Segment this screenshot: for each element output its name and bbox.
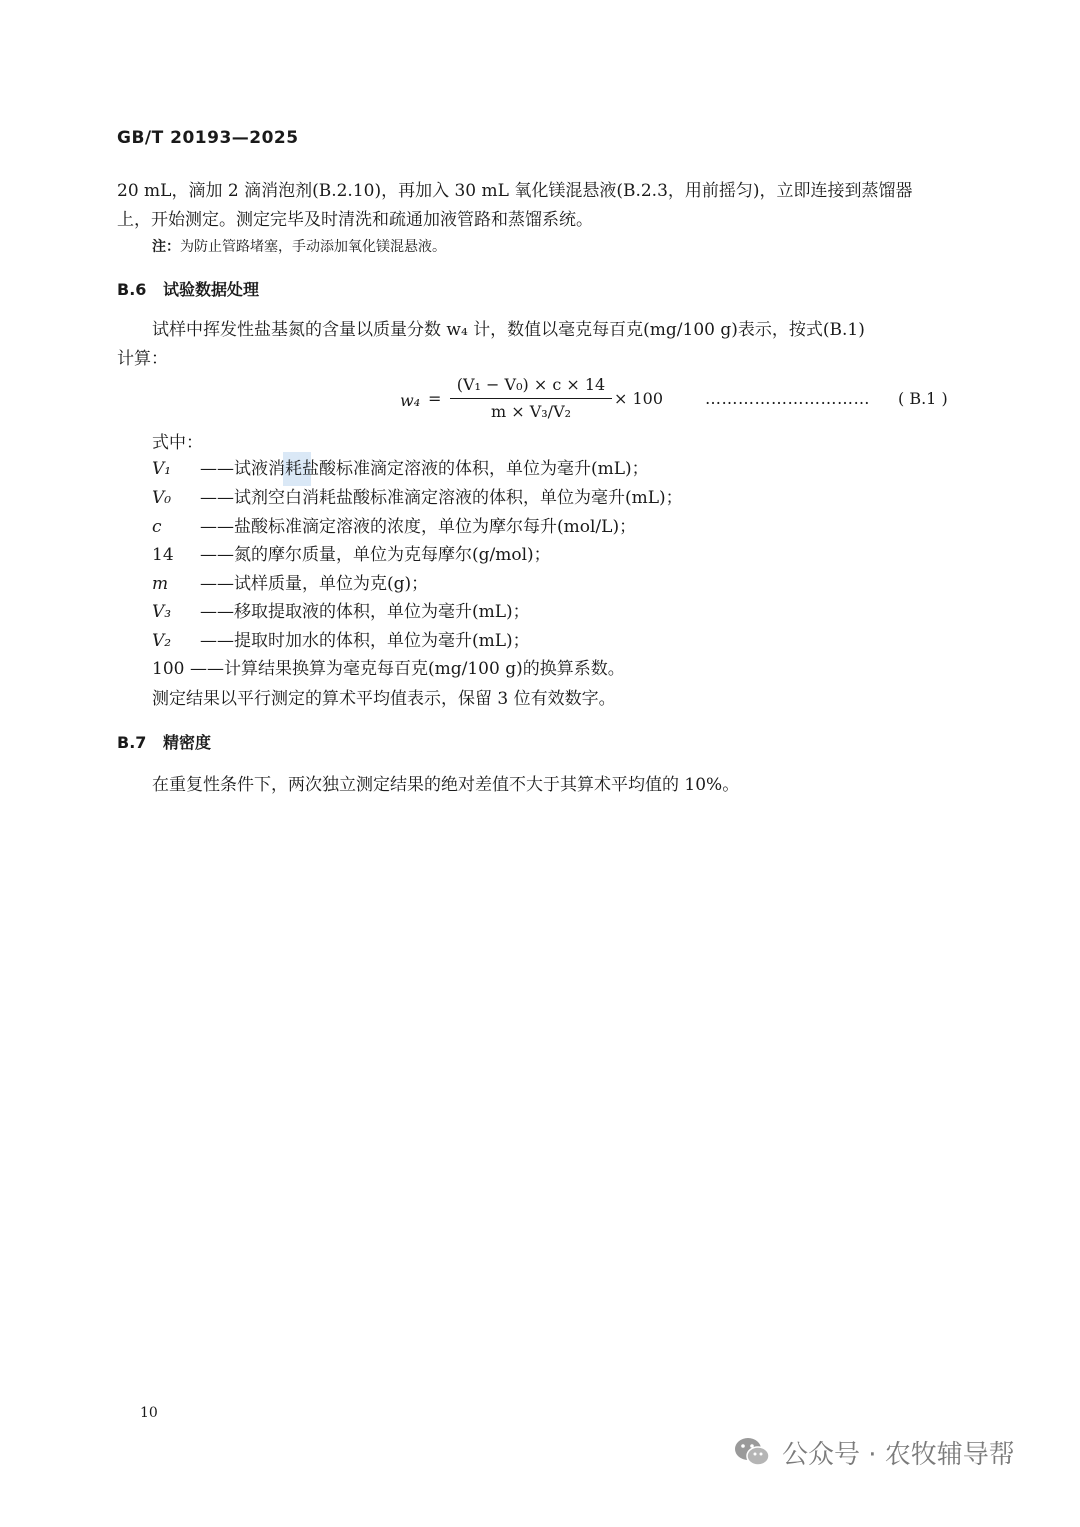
formula-fraction [450,373,612,424]
formula-leader-dots: ………………………… [705,389,870,408]
definition-text: ——氮的摩尔质量，单位为克每摩尔(g/mol)； [200,545,551,565]
definition-row [152,541,551,569]
definition-text: ——提取时加水的体积，单位为毫升(mL)； [200,631,530,651]
definition-row [152,455,649,483]
definition-symbol: V₃ [152,602,172,622]
formula-reference: ( B.1 ) [898,389,948,408]
formula-multiplier: × 100 [614,389,664,408]
definition-text: ——试液消耗盐酸标准滴定溶液的体积，单位为毫升(mL)； [200,459,649,479]
continuation-line-2: 上，开始测定。测定完毕及时清洗和疏通加液管路和蒸馏系统。 [117,210,593,230]
b6-intro-line-1: 试样中挥发性盐基氮的含量以质量分数 w₄ 计，数值以毫克每百克(mg/100 g)表示，按式(B.1) [152,320,865,340]
definition-text: ——试剂空白消耗盐酸标准滴定溶液的体积，单位为毫升(mL)； [200,488,683,508]
section-b7-heading [117,730,211,753]
definition-symbol: c [152,517,162,537]
b7-text: 在重复性条件下，两次独立测定结果的绝对差值不大于其算术平均值的 10%。 [152,775,740,795]
section-b6-title: 试验数据处理 [163,280,260,299]
section-b6-number: B.6 [117,280,147,299]
definition-text: ——计算结果换算为毫克每百克(mg/100 g)的换算系数。 [190,659,625,679]
definition-symbol: V₁ [152,459,172,479]
definition-text: ——移取提取液的体积，单位为毫升(mL)； [200,602,530,622]
definition-row [152,627,530,655]
continuation-line-1: 20 mL，滴加 2 滴消泡剂(B.2.10)，再加入 30 mL 氧化镁混悬液(B.2.3，用前摇匀)，立即连接到蒸馏器 [117,181,913,201]
definition-symbol: V₀ [152,488,172,508]
section-b7-number: B.7 [117,733,147,752]
formula-denominator: m × V₃/V₂ [490,402,572,421]
b6-intro-line-2: 计算： [117,349,168,369]
definition-symbol: V₂ [152,631,172,651]
formula-lhs: w₄ [400,391,421,410]
result-note: 测定结果以平行测定的算术平均值表示，保留 3 位有效数字。 [152,689,616,709]
note-label: 注： [152,239,180,255]
watermark [730,1430,1015,1474]
note-text: 为防止管路堵塞，手动添加氧化镁混悬液。 [180,239,446,255]
fraction-bar [450,398,612,399]
formula-numerator: (V₁ − V₀) × c × 14 [456,375,606,394]
definition-row [152,513,636,541]
definition-row [152,570,428,598]
section-b6-heading [117,277,259,300]
where-label: 式中： [152,433,203,453]
definition-row [152,598,530,626]
definition-row [152,655,625,683]
formula-equals: = [428,389,442,408]
definition-symbol: m [152,574,169,594]
watermark-text: 公众号 · 农牧辅导帮 [782,1439,1015,1470]
definition-symbol: 100 [152,659,185,679]
definition-row [152,484,683,512]
definition-text: ——盐酸标准滴定溶液的浓度，单位为摩尔每升(mol/L)； [200,517,637,537]
wechat-icon [730,1430,774,1474]
page-number: 10 [140,1405,158,1421]
note [152,237,992,257]
section-b7-title: 精密度 [163,733,212,752]
standard-code-header: GB/T 20193—2025 [117,128,299,148]
formula-b1 [400,373,960,429]
definition-symbol: 14 [152,545,174,565]
definition-text: ——试样质量，单位为克(g)； [200,574,429,594]
